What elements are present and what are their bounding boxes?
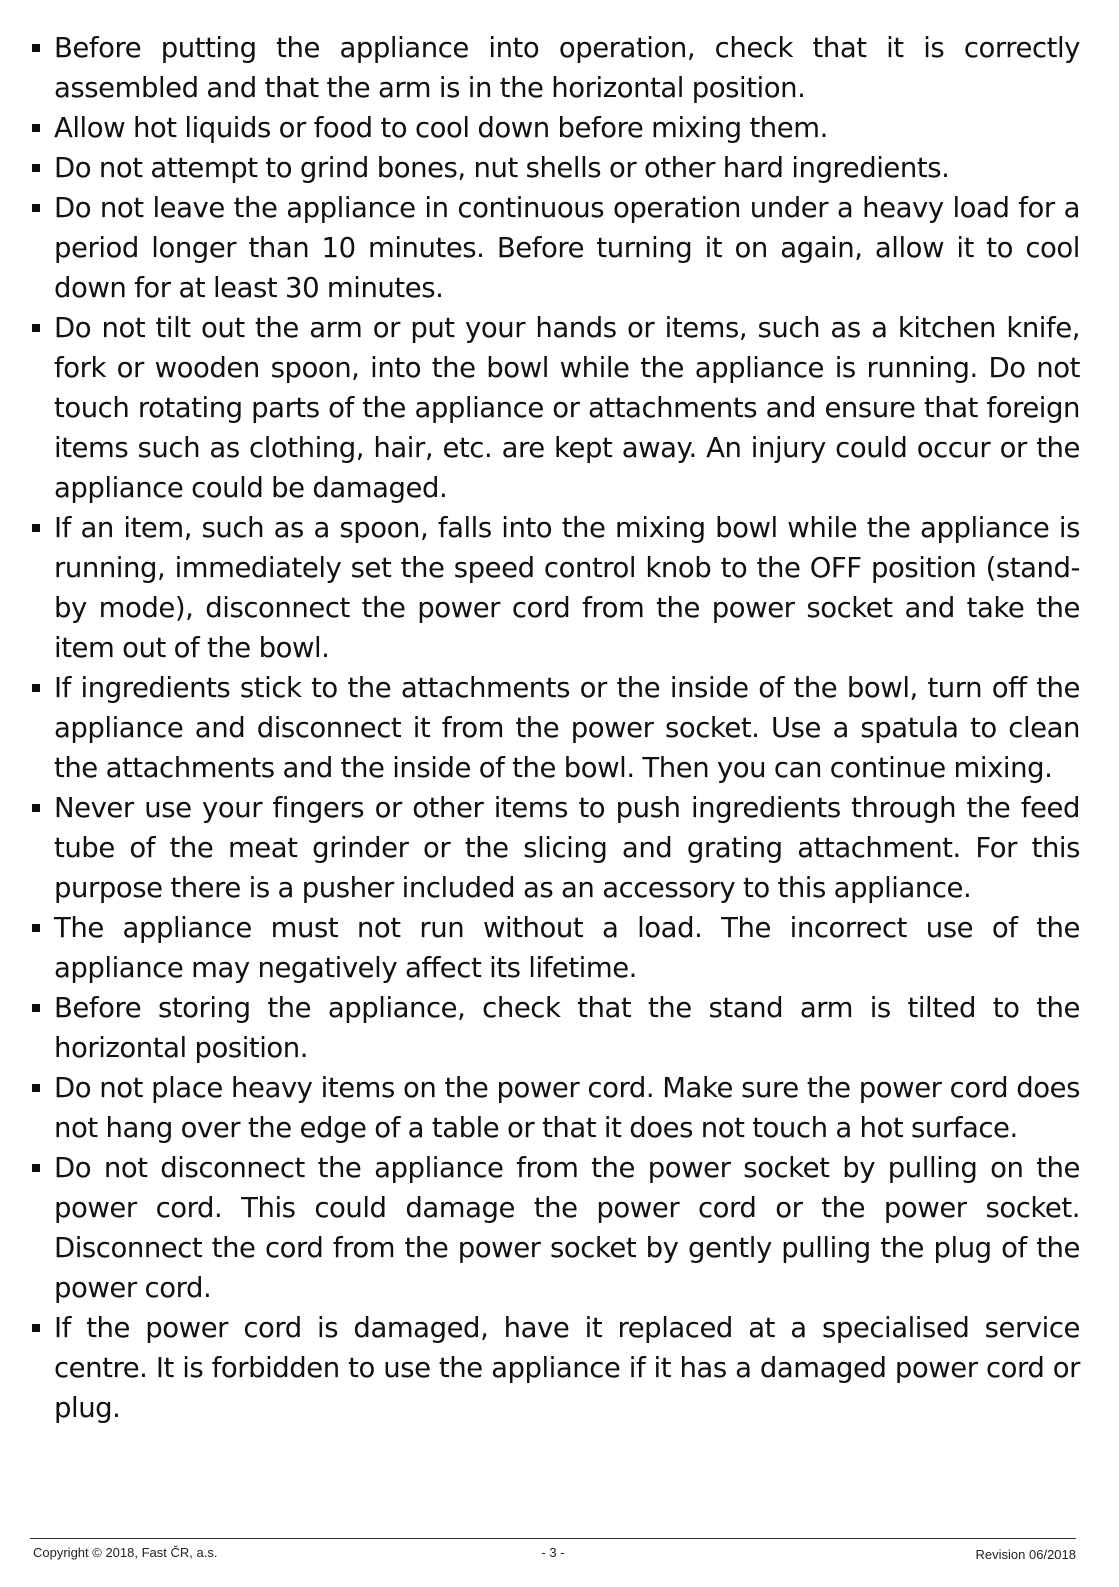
square-bullet-icon — [32, 1084, 40, 1092]
list-item — [32, 668, 1080, 788]
list-item — [32, 148, 1080, 188]
square-bullet-icon — [32, 124, 40, 132]
square-bullet-icon — [32, 1324, 40, 1332]
list-item — [32, 1308, 1080, 1428]
square-bullet-icon — [32, 924, 40, 932]
page-number: - 3 - — [541, 1545, 565, 1560]
square-bullet-icon — [32, 1004, 40, 1012]
list-item-text: Do not attempt to grind bones, nut shells or other hard ingredients. — [54, 152, 950, 184]
list-item-text: If an item, such as a spoon, falls into the mixing bowl while the appliance is running, immediately set the speed control knob to the OFF position (stand-by mode), disconnect the power cord from the power socket and take the item out of the bowl. — [54, 512, 1080, 664]
list-item-text: If ingredients stick to the attachments or the inside of the bowl, turn off the appliance and disconnect it from the power socket. Use a spatula to clean the attachments and the inside of the bowl. Then you can continue mixing. — [54, 672, 1080, 784]
list-item — [32, 188, 1080, 308]
copyright-notice: Copyright © 2018, Fast ČR, a.s. — [33, 1545, 218, 1560]
list-item — [32, 1148, 1080, 1308]
list-item — [32, 508, 1080, 668]
list-item-text: Before putting the appliance into operation, check that it is correctly assembled and that the arm is in the horizontal position. — [54, 32, 1080, 104]
list-item — [32, 1068, 1080, 1148]
list-item — [32, 908, 1080, 988]
square-bullet-icon — [32, 684, 40, 692]
list-item-text: If the power cord is damaged, have it replaced at a specialised service centre. It is forbidden to use the appliance if it has a damaged power cord or plug. — [54, 1312, 1080, 1424]
square-bullet-icon — [32, 804, 40, 812]
square-bullet-icon — [32, 524, 40, 532]
square-bullet-icon — [32, 1164, 40, 1172]
square-bullet-icon — [32, 164, 40, 172]
list-item — [32, 308, 1080, 508]
square-bullet-icon — [32, 44, 40, 52]
list-item-text: Do not tilt out the arm or put your hands or items, such as a kitchen knife, fork or wooden spoon, into the bowl while the appliance is running. Do not touch rotating parts of the appliance or attachments and ensure that foreign items such as clothing, hair, etc. are kept away. An injury could occur or the appliance could be damaged. — [54, 312, 1080, 504]
list-item — [32, 28, 1080, 108]
page-footer — [30, 1538, 1076, 1569]
square-bullet-icon — [32, 324, 40, 332]
list-item — [32, 988, 1080, 1068]
safety-instructions-list — [32, 28, 1080, 1428]
instructions-section — [32, 28, 1080, 1428]
list-item-text: Do not disconnect the appliance from the power socket by pulling on the power cord. This could damage the power cord or the power socket. Disconnect the cord from the power socket by gently pulling the plug of the power cord. — [54, 1152, 1080, 1304]
list-item-text: Allow hot liquids or food to cool down before mixing them. — [54, 112, 828, 144]
square-bullet-icon — [32, 204, 40, 212]
list-item-text: Do not place heavy items on the power cord. Make sure the power cord does not hang over the edge of a table or that it does not touch a hot surface. — [54, 1072, 1080, 1144]
list-item — [32, 108, 1080, 148]
list-item — [32, 788, 1080, 908]
list-item-text: Do not leave the appliance in continuous operation under a heavy load for a period longer than 10 minutes. Before turning it on again, allow it to cool down for at least 30 minutes. — [54, 192, 1080, 304]
list-item-text: Before storing the appliance, check that the stand arm is tilted to the horizontal position. — [54, 992, 1080, 1064]
list-item-text: Never use your fingers or other items to push ingredients through the feed tube of the meat grinder or the slicing and grating attachment. For this purpose there is a pusher included as an accessory to this appliance. — [54, 792, 1080, 904]
list-item-text: The appliance must not run without a load. The incorrect use of the appliance may negatively affect its lifetime. — [54, 912, 1080, 984]
revision-label: Revision 06/2018 — [975, 1547, 1076, 1562]
